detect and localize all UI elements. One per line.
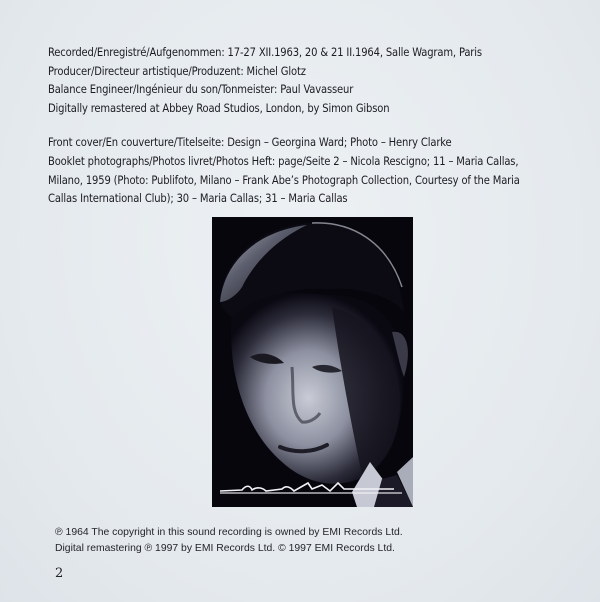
copyright-line-2: Digital remastering ℗ 1997 by EMI Records Ltd. © 1997 EMI Records Ltd. [55,542,395,554]
credits-block [48,44,578,209]
copyright-line-1: ℗ 1964 The copyright in this sound recording is owned by EMI Records Ltd. [55,527,403,538]
credit-engineer: Balance Engineer/Ingénieur du son/Tonmeister: Paul Vavasseur [48,83,354,97]
credit-front-cover: Front cover/En couverture/Titelseite: Design – Georgina Ward; Photo – Henry Clarke [48,136,452,150]
page-number: 2 [55,566,64,581]
credit-booklet-photos-cont: Milano, 1959 (Photo: Publifoto, Milano – Frank Abe’s Photograph Collection, Courtesy of the Maria [48,173,520,187]
portrait-image [212,217,413,507]
portrait-photo [212,217,413,507]
credit-producer: Producer/Directeur artistique/Produzent: Michel Glotz [48,64,306,78]
copyright-notice [55,525,403,556]
spacer [48,118,578,134]
credit-booklet-photos: Booklet photographs/Photos livret/Photos Heft: page/Seite 2 – Nicola Rescigno; 11 – Maria Callas, [48,154,519,168]
credit-recorded: Recorded/Enregistré/Aufgenommen: 17-27 XII.1963, 20 & 21 II.1964, Salle Wagram, Paris [48,46,482,59]
credit-remastered: Digitally remastered at Abbey Road Studios, London, by Simon Gibson [48,101,390,115]
credit-booklet-photos-end: Callas International Club); 30 – Maria Callas; 31 – Maria Callas [48,192,348,206]
